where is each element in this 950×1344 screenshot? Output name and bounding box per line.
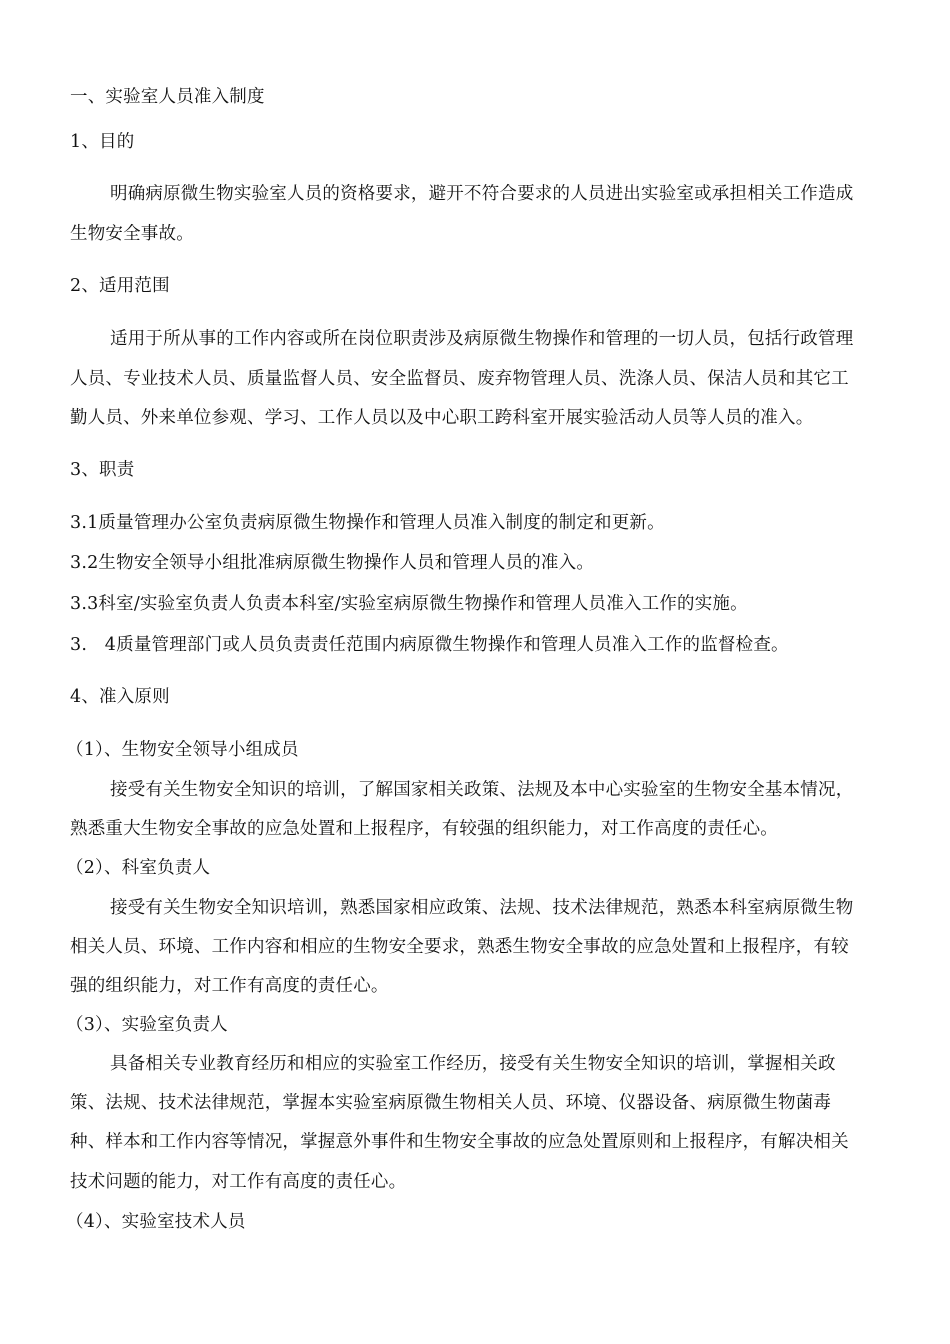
role-label: （2）、科室负责人 <box>66 858 211 878</box>
paragraph-line: 熟悉重大生物安全事故的应急处置和上报程序，有较强的组织能力，对工作高度的责任心。 <box>70 819 778 839</box>
section-1-title: 1、目的 <box>70 132 135 152</box>
paragraph-line: 技术问题的能力，对工作有高度的责任心。 <box>70 1172 407 1192</box>
list-item: 3.3科室/实验室负责人负责本科室/实验室病原微生物操作和管理人员准入工作的实施。 <box>70 594 748 614</box>
role-label: （3）、实验室负责人 <box>66 1015 228 1035</box>
role-label: （4）、实验室技术人员 <box>66 1212 246 1232</box>
paragraph-line: 种、样本和工作内容等情况，掌握意外事件和生物安全事故的应急处置原则和上报程序，有解决相关 <box>70 1132 849 1152</box>
list-item: 3. 4质量管理部门或人员负责责任范围内病原微生物操作和管理人员准入工作的监督检查。 <box>70 635 789 655</box>
paragraph-line: 生物安全事故。 <box>70 224 194 244</box>
section-2-title: 2、适用范围 <box>70 276 170 296</box>
paragraph-line: 接受有关生物安全知识的培训，了解国家相关政策、法规及本中心实验室的生物安全基本情况， <box>110 780 854 800</box>
section-3-title: 3、职责 <box>70 460 135 480</box>
paragraph-line: 适用于所从事的工作内容或所在岗位职责涉及病原微生物操作和管理的一切人员，包括行政管理 <box>110 329 854 349</box>
role-label: （1）、生物安全领导小组成员 <box>66 740 299 760</box>
paragraph-line: 接受有关生物安全知识培训，熟悉国家相应政策、法规、技术法律规范，熟悉本科室病原微生物 <box>110 898 854 918</box>
section-heading: 一、实验室人员准入制度 <box>70 87 265 107</box>
paragraph-line: 人员、专业技术人员、质量监督人员、安全监督员、废弃物管理人员、洗涤人员、保洁人员和其它工 <box>70 369 849 389</box>
section-4-title: 4、准入原则 <box>70 687 170 707</box>
paragraph-line: 具备相关专业教育经历和相应的实验室工作经历，接受有关生物安全知识的培训，掌握相关政 <box>110 1054 836 1074</box>
paragraph-line: 明确病原微生物实验室人员的资格要求，避开不符合要求的人员进出实验室或承担相关工作造成 <box>110 184 854 204</box>
paragraph-line: 策、法规、技术法律规范，掌握本实验室病原微生物相关人员、环境、仪器设备、病原微生物菌毒 <box>70 1093 832 1113</box>
paragraph-line: 勤人员、外来单位参观、学习、工作人员以及中心职工跨科室开展实验活动人员等人员的准入。 <box>70 408 814 428</box>
paragraph-line: 相关人员、环境、工作内容和相应的生物安全要求，熟悉生物安全事故的应急处置和上报程序，有较 <box>70 937 849 957</box>
list-item: 3.1质量管理办公室负责病原微生物操作和管理人员准入制度的制定和更新。 <box>70 513 665 533</box>
list-item: 3.2生物安全领导小组批准病原微生物操作人员和管理人员的准入。 <box>70 553 595 573</box>
paragraph-line: 强的组织能力，对工作有高度的责任心。 <box>70 976 389 996</box>
